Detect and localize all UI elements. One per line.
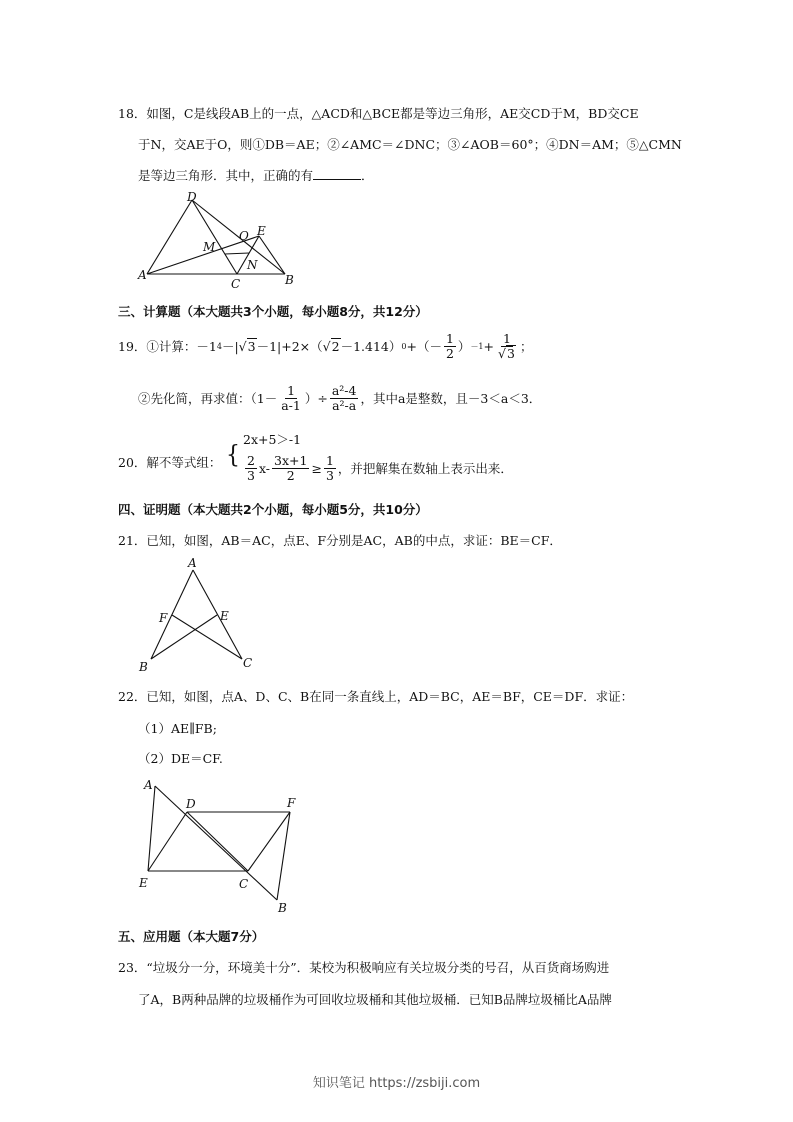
q18-label-e: E [257, 224, 266, 238]
q18-label-a: A [138, 268, 147, 282]
section-3-title: 三、计算题（本大题共3个小题，每小题8分，共12分） [118, 304, 428, 319]
q18-label-d: D [187, 190, 197, 204]
q22-figure [135, 774, 305, 916]
q21-label-f: F [159, 611, 168, 625]
q20-frac1: $\frac{2}{3}$ [247, 453, 255, 483]
q20-x: x- [258, 460, 271, 476]
answer-blank [313, 167, 361, 180]
q19-term-g: + [483, 338, 495, 354]
q18-line3-text: 是等边三角形．其中，正确的有 [138, 168, 314, 183]
q19-part1: 19．①计算： －1 4 －| √3 －1|+2×（ √2 －1.414） 0 +（－ $\frac{1}{2}$ ） －1 + $\frac{1}{√3}$ ； [118, 331, 533, 361]
q19-exp-d: 0 [401, 341, 407, 351]
q18-line1: 18．如图，C是线段AB上的一点，△ACD和△BCE都是等边三角形，AE交CD于M，BD交CE [118, 106, 639, 121]
q19-end: ； [519, 339, 533, 354]
q21-label-e: E [220, 609, 229, 623]
q19-term-d: －1.414） [340, 339, 402, 354]
q18-line3-end: ． [361, 168, 374, 183]
q21-label-c: C [243, 656, 253, 670]
q19-p2-tail: ，其中a是整数，且－3＜a＜3． [360, 391, 542, 406]
q20-ge: ≥ [311, 460, 322, 476]
q23-line1: 23．“垃圾分一分，环境美十分”．某校为积极响应有关垃圾分类的号召，从百货商场购进 [118, 960, 610, 975]
q20-row1: 2x+5＞-1 [243, 432, 302, 447]
q21-figure [135, 554, 265, 676]
q19-term-a: －1 [196, 339, 217, 354]
q18-line2: 于N，交AE于O，则①DB＝AE；②∠AMC＝∠DNC；③∠AOB＝60°；④DN＝AM；⑤△CMN [138, 137, 682, 152]
q19-part2 [138, 380, 541, 416]
section-5-title: 五、应用题（本大题7分） [118, 929, 265, 944]
q19-exp-a: 4 [216, 341, 222, 351]
q22-label-a: A [144, 778, 153, 792]
q18-figure [135, 190, 305, 290]
q19-term-b: －| [221, 339, 239, 354]
q21-label-a: A [188, 556, 197, 570]
q21-text: 21．已知，如图，AB＝AC，点E、F分别是AC，AB的中点，求证：BE＝CF． [118, 533, 562, 548]
q19-sqrt2: 2 [331, 338, 340, 354]
q20-tail: ，并把解集在数轴上表示出来． [337, 461, 513, 476]
q20-frac3: $\frac{1}{3}$ [325, 453, 334, 483]
q22-label-d: D [186, 797, 196, 811]
q18-line3 [138, 166, 374, 184]
q21-label-b: B [139, 660, 148, 674]
q19-term-e: +（－ [406, 339, 442, 354]
q19-half-fraction: $\frac{1}{2}$ [445, 331, 454, 361]
q18-label-c: C [231, 277, 241, 290]
q19-p2-lead: ②先化简，再求值：（1－ [138, 391, 278, 406]
footer-watermark: 知识笔记 https://zsbiji.com [312, 1076, 481, 1091]
q19-term-c: －1|+2×（ [256, 339, 323, 354]
section-4-title: 四、证明题（本大题共2个小题，每小题5分，共10分） [118, 502, 428, 517]
q19-p2-fraction1: $\frac{1}{a-1}$ [281, 383, 301, 413]
q20-lead: 20．解不等式组： [118, 455, 222, 470]
q19-sqrt3: 3 [247, 338, 256, 354]
q19-lead: 19．①计算： [118, 339, 197, 354]
q19-exp-f: －1 [470, 341, 484, 351]
q22-label-e: E [139, 876, 148, 890]
q22-label-c: C [239, 877, 249, 891]
q22-sub2: （2）DE＝CF. [138, 751, 223, 766]
q18-label-m: M [203, 240, 216, 254]
q20-frac2: $\frac{3x+1}{2}$ [274, 453, 308, 483]
q19-last-fraction: $\frac{1}{√3}$ [498, 331, 515, 361]
q22-sub1: （1）AE∥FB; [138, 721, 217, 736]
q19-p2-fraction2: $\frac{\text{a²-4}}{\text{a²-a}}$ [331, 383, 357, 413]
q20-brace: { [226, 441, 240, 470]
q18-label-b: B [285, 273, 294, 287]
q23-line2: 了A，B两种品牌的垃圾桶作为可回收垃圾桶和其他垃圾桶．已知B品牌垃圾桶比A品牌 [138, 992, 612, 1007]
q19-p2-div: ）÷ [304, 391, 328, 406]
q18-label-n: N [247, 258, 258, 272]
q22-label-f: F [287, 796, 296, 810]
q19-term-f: ） [457, 339, 471, 354]
q22-text: 22．已知，如图，点A、D、C、B在同一条直线上，AD＝BC，AE＝BF，CE＝DF．求证： [118, 689, 634, 704]
q20-row2 [243, 450, 513, 486]
q18-label-o: O [239, 229, 249, 243]
q22-label-b: B [278, 901, 287, 915]
